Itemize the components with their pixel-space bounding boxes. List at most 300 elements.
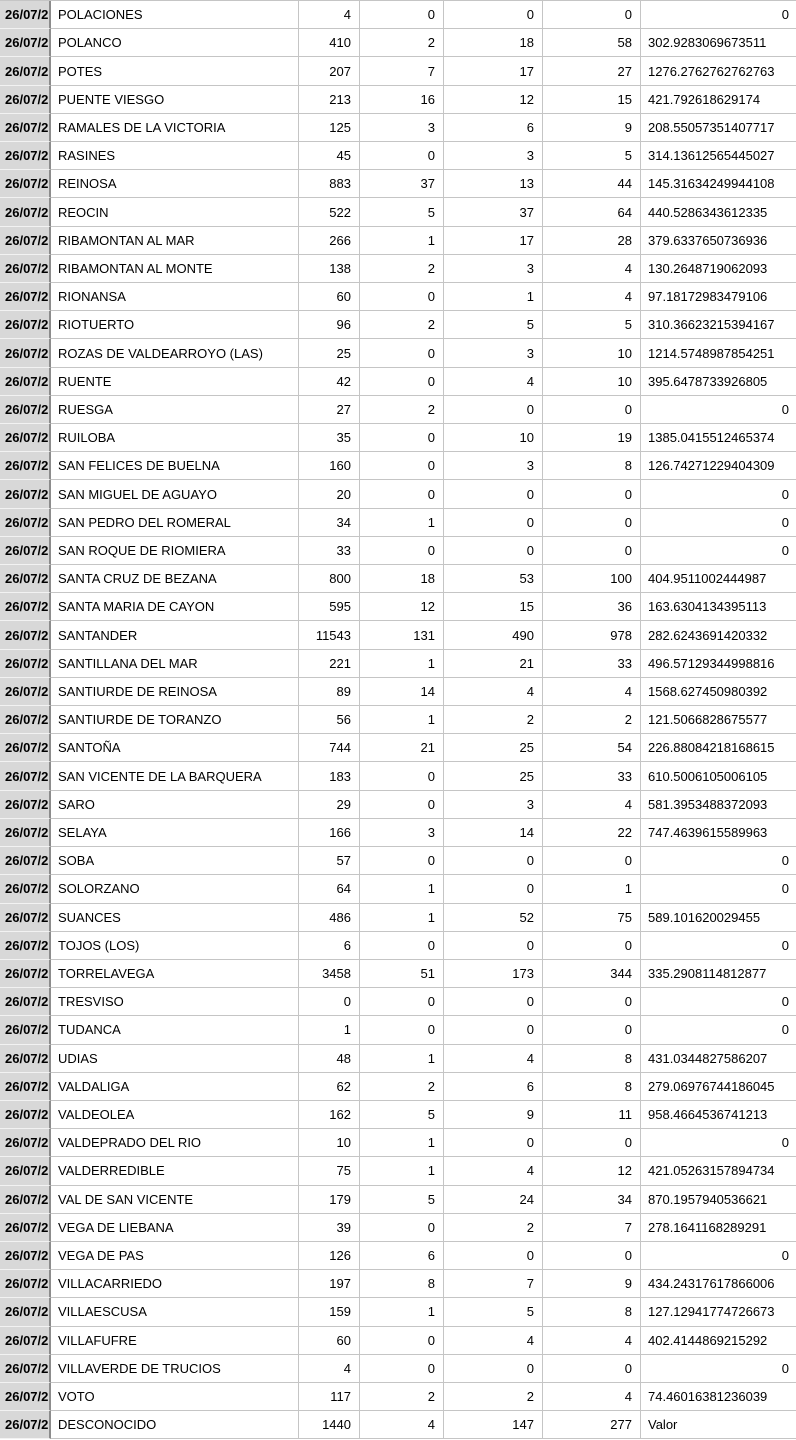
rate-cell[interactable]: 581.3953488372093 — [641, 791, 796, 819]
count-cell-1[interactable]: 20 — [299, 480, 360, 508]
date-cell[interactable] — [0, 1, 51, 29]
municipality-cell[interactable]: POTES — [51, 57, 299, 85]
count-cell-2[interactable]: 2 — [360, 1073, 444, 1101]
count-cell-3[interactable]: 0 — [444, 1355, 543, 1383]
count-cell-3[interactable]: 6 — [444, 114, 543, 142]
count-cell-4[interactable]: 9 — [543, 114, 641, 142]
count-cell-1[interactable]: 883 — [299, 170, 360, 198]
count-cell-4[interactable]: 0 — [543, 1129, 641, 1157]
rate-cell[interactable]: 421.05263157894734 — [641, 1157, 796, 1185]
count-cell-4[interactable]: 8 — [543, 452, 641, 480]
rate-cell[interactable]: 0 — [641, 509, 796, 537]
count-cell-4[interactable]: 0 — [543, 988, 641, 1016]
date-cell[interactable] — [0, 621, 51, 649]
count-cell-2[interactable]: 1 — [360, 1045, 444, 1073]
count-cell-3[interactable]: 12 — [444, 86, 543, 114]
count-cell-1[interactable]: 64 — [299, 875, 360, 903]
count-cell-3[interactable]: 4 — [444, 1157, 543, 1185]
municipality-cell[interactable]: RIOTUERTO — [51, 311, 299, 339]
count-cell-1[interactable]: 266 — [299, 227, 360, 255]
count-cell-3[interactable]: 3 — [444, 791, 543, 819]
count-cell-1[interactable]: 213 — [299, 86, 360, 114]
count-cell-4[interactable]: 344 — [543, 960, 641, 988]
count-cell-4[interactable]: 34 — [543, 1186, 641, 1214]
count-cell-2[interactable]: 2 — [360, 396, 444, 424]
count-cell-2[interactable]: 1 — [360, 904, 444, 932]
date-cell[interactable] — [0, 678, 51, 706]
rate-cell[interactable]: 310.36623215394167 — [641, 311, 796, 339]
count-cell-2[interactable]: 0 — [360, 762, 444, 790]
municipality-cell[interactable]: TORRELAVEGA — [51, 960, 299, 988]
count-cell-1[interactable]: 1440 — [299, 1411, 360, 1439]
count-cell-1[interactable]: 183 — [299, 762, 360, 790]
count-cell-1[interactable]: 33 — [299, 537, 360, 565]
count-cell-3[interactable]: 0 — [444, 932, 543, 960]
count-cell-1[interactable]: 75 — [299, 1157, 360, 1185]
count-cell-2[interactable]: 0 — [360, 424, 444, 452]
count-cell-2[interactable]: 0 — [360, 480, 444, 508]
count-cell-4[interactable]: 0 — [543, 1016, 641, 1044]
municipality-cell[interactable]: UDIAS — [51, 1045, 299, 1073]
municipality-cell[interactable]: SANTIURDE DE REINOSA — [51, 678, 299, 706]
rate-cell[interactable]: 1276.2762762762763 — [641, 57, 796, 85]
rate-cell[interactable]: 431.0344827586207 — [641, 1045, 796, 1073]
count-cell-3[interactable]: 0 — [444, 396, 543, 424]
rate-cell[interactable]: 589.101620029455 — [641, 904, 796, 932]
count-cell-3[interactable]: 0 — [444, 1242, 543, 1270]
date-cell[interactable] — [0, 537, 51, 565]
rate-cell[interactable]: 279.06976744186045 — [641, 1073, 796, 1101]
municipality-cell[interactable]: REINOSA — [51, 170, 299, 198]
date-cell[interactable] — [0, 960, 51, 988]
rate-cell[interactable]: 314.13612565445027 — [641, 142, 796, 170]
count-cell-1[interactable]: 4 — [299, 1, 360, 29]
count-cell-4[interactable]: 22 — [543, 819, 641, 847]
count-cell-1[interactable]: 60 — [299, 283, 360, 311]
count-cell-1[interactable]: 522 — [299, 198, 360, 226]
rate-cell[interactable]: 379.6337650736936 — [641, 227, 796, 255]
municipality-cell[interactable]: SARO — [51, 791, 299, 819]
date-cell[interactable] — [0, 1157, 51, 1185]
date-cell[interactable] — [0, 1242, 51, 1270]
count-cell-3[interactable]: 13 — [444, 170, 543, 198]
count-cell-4[interactable]: 0 — [543, 537, 641, 565]
rate-cell[interactable]: 0 — [641, 1016, 796, 1044]
rate-cell[interactable]: 0 — [641, 875, 796, 903]
count-cell-4[interactable]: 978 — [543, 621, 641, 649]
date-cell[interactable] — [0, 1214, 51, 1242]
rate-cell[interactable]: 747.4639615589963 — [641, 819, 796, 847]
count-cell-2[interactable]: 0 — [360, 1214, 444, 1242]
municipality-cell[interactable]: VOTO — [51, 1383, 299, 1411]
count-cell-4[interactable]: 10 — [543, 368, 641, 396]
count-cell-3[interactable]: 173 — [444, 960, 543, 988]
rate-cell[interactable]: 302.9283069673511 — [641, 29, 796, 57]
municipality-cell[interactable]: TRESVISO — [51, 988, 299, 1016]
count-cell-3[interactable]: 15 — [444, 593, 543, 621]
municipality-cell[interactable]: SANTIURDE DE TORANZO — [51, 706, 299, 734]
municipality-cell[interactable]: SELAYA — [51, 819, 299, 847]
date-cell[interactable] — [0, 932, 51, 960]
municipality-cell[interactable]: REOCIN — [51, 198, 299, 226]
municipality-cell[interactable]: VAL DE SAN VICENTE — [51, 1186, 299, 1214]
count-cell-4[interactable]: 15 — [543, 86, 641, 114]
municipality-cell[interactable]: RIONANSA — [51, 283, 299, 311]
municipality-cell[interactable]: POLACIONES — [51, 1, 299, 29]
count-cell-3[interactable]: 1 — [444, 283, 543, 311]
count-cell-1[interactable]: 207 — [299, 57, 360, 85]
count-cell-1[interactable]: 0 — [299, 988, 360, 1016]
rate-cell[interactable]: 126.74271229404309 — [641, 452, 796, 480]
count-cell-4[interactable]: 75 — [543, 904, 641, 932]
count-cell-3[interactable]: 18 — [444, 29, 543, 57]
rate-cell[interactable]: 0 — [641, 932, 796, 960]
count-cell-2[interactable]: 0 — [360, 1, 444, 29]
count-cell-2[interactable]: 0 — [360, 1016, 444, 1044]
rate-cell[interactable]: 0 — [641, 480, 796, 508]
municipality-cell[interactable]: TUDANCA — [51, 1016, 299, 1044]
municipality-cell[interactable]: VILLAVERDE DE TRUCIOS — [51, 1355, 299, 1383]
count-cell-1[interactable]: 6 — [299, 932, 360, 960]
count-cell-4[interactable]: 28 — [543, 227, 641, 255]
count-cell-1[interactable]: 48 — [299, 1045, 360, 1073]
count-cell-1[interactable]: 117 — [299, 1383, 360, 1411]
municipality-cell[interactable]: VILLACARRIEDO — [51, 1270, 299, 1298]
count-cell-4[interactable]: 0 — [543, 932, 641, 960]
count-cell-2[interactable]: 5 — [360, 1101, 444, 1129]
count-cell-4[interactable]: 1 — [543, 875, 641, 903]
municipality-cell[interactable]: RIBAMONTAN AL MAR — [51, 227, 299, 255]
rate-cell[interactable]: 163.6304134395113 — [641, 593, 796, 621]
count-cell-2[interactable]: 5 — [360, 198, 444, 226]
count-cell-2[interactable]: 0 — [360, 932, 444, 960]
rate-cell[interactable]: 0 — [641, 847, 796, 875]
count-cell-4[interactable]: 8 — [543, 1045, 641, 1073]
count-cell-3[interactable]: 0 — [444, 847, 543, 875]
rate-cell[interactable]: 958.4664536741213 — [641, 1101, 796, 1129]
count-cell-3[interactable]: 5 — [444, 311, 543, 339]
municipality-cell[interactable]: RUILOBA — [51, 424, 299, 452]
count-cell-3[interactable]: 490 — [444, 621, 543, 649]
rate-cell[interactable]: 0 — [641, 396, 796, 424]
count-cell-3[interactable]: 9 — [444, 1101, 543, 1129]
date-cell[interactable] — [0, 227, 51, 255]
count-cell-2[interactable]: 131 — [360, 621, 444, 649]
rate-cell[interactable]: 130.2648719062093 — [641, 255, 796, 283]
date-cell[interactable] — [0, 847, 51, 875]
date-cell[interactable] — [0, 593, 51, 621]
date-cell[interactable] — [0, 283, 51, 311]
date-cell[interactable] — [0, 1355, 51, 1383]
date-cell[interactable] — [0, 1101, 51, 1129]
count-cell-2[interactable]: 1 — [360, 1298, 444, 1326]
rate-cell[interactable]: 870.1957940536621 — [641, 1186, 796, 1214]
date-cell[interactable] — [0, 875, 51, 903]
count-cell-4[interactable]: 4 — [543, 283, 641, 311]
count-cell-3[interactable]: 4 — [444, 678, 543, 706]
rate-cell[interactable]: 610.5006105006105 — [641, 762, 796, 790]
municipality-cell[interactable]: VEGA DE LIEBANA — [51, 1214, 299, 1242]
count-cell-4[interactable]: 4 — [543, 678, 641, 706]
rate-cell[interactable]: 402.4144869215292 — [641, 1327, 796, 1355]
date-cell[interactable] — [0, 1045, 51, 1073]
date-cell[interactable] — [0, 339, 51, 367]
rate-cell[interactable]: 421.792618629174 — [641, 86, 796, 114]
count-cell-2[interactable]: 0 — [360, 339, 444, 367]
count-cell-4[interactable]: 5 — [543, 142, 641, 170]
count-cell-2[interactable]: 1 — [360, 1129, 444, 1157]
count-cell-2[interactable]: 16 — [360, 86, 444, 114]
municipality-cell[interactable]: RIBAMONTAN AL MONTE — [51, 255, 299, 283]
count-cell-3[interactable]: 14 — [444, 819, 543, 847]
count-cell-2[interactable]: 2 — [360, 255, 444, 283]
count-cell-2[interactable]: 1 — [360, 875, 444, 903]
municipality-cell[interactable]: SAN FELICES DE BUELNA — [51, 452, 299, 480]
count-cell-4[interactable]: 0 — [543, 847, 641, 875]
count-cell-1[interactable]: 162 — [299, 1101, 360, 1129]
count-cell-3[interactable]: 7 — [444, 1270, 543, 1298]
count-cell-4[interactable]: 64 — [543, 198, 641, 226]
count-cell-4[interactable]: 4 — [543, 255, 641, 283]
count-cell-2[interactable]: 0 — [360, 142, 444, 170]
municipality-cell[interactable]: VALDERREDIBLE — [51, 1157, 299, 1185]
municipality-cell[interactable]: VALDEPRADO DEL RIO — [51, 1129, 299, 1157]
count-cell-2[interactable]: 1 — [360, 509, 444, 537]
date-cell[interactable] — [0, 480, 51, 508]
count-cell-1[interactable]: 39 — [299, 1214, 360, 1242]
count-cell-2[interactable]: 14 — [360, 678, 444, 706]
municipality-cell[interactable]: SANTANDER — [51, 621, 299, 649]
count-cell-1[interactable]: 160 — [299, 452, 360, 480]
date-cell[interactable] — [0, 706, 51, 734]
municipality-cell[interactable]: RUESGA — [51, 396, 299, 424]
count-cell-4[interactable]: 54 — [543, 734, 641, 762]
count-cell-1[interactable]: 96 — [299, 311, 360, 339]
count-cell-4[interactable]: 36 — [543, 593, 641, 621]
count-cell-1[interactable]: 45 — [299, 142, 360, 170]
count-cell-4[interactable]: 11 — [543, 1101, 641, 1129]
rate-cell[interactable]: 74.46016381236039 — [641, 1383, 796, 1411]
count-cell-2[interactable]: 7 — [360, 57, 444, 85]
count-cell-2[interactable]: 0 — [360, 283, 444, 311]
count-cell-3[interactable]: 0 — [444, 1129, 543, 1157]
count-cell-3[interactable]: 10 — [444, 424, 543, 452]
count-cell-3[interactable]: 3 — [444, 142, 543, 170]
count-cell-3[interactable]: 21 — [444, 650, 543, 678]
rate-cell[interactable]: 0 — [641, 1355, 796, 1383]
count-cell-1[interactable]: 179 — [299, 1186, 360, 1214]
count-cell-3[interactable]: 6 — [444, 1073, 543, 1101]
count-cell-4[interactable]: 277 — [543, 1411, 641, 1439]
count-cell-3[interactable]: 52 — [444, 904, 543, 932]
count-cell-4[interactable]: 19 — [543, 424, 641, 452]
rate-cell[interactable]: 0 — [641, 1242, 796, 1270]
count-cell-3[interactable]: 2 — [444, 1214, 543, 1242]
date-cell[interactable] — [0, 29, 51, 57]
count-cell-2[interactable]: 37 — [360, 170, 444, 198]
count-cell-1[interactable]: 166 — [299, 819, 360, 847]
count-cell-3[interactable]: 5 — [444, 1298, 543, 1326]
date-cell[interactable] — [0, 1298, 51, 1326]
count-cell-2[interactable]: 0 — [360, 988, 444, 1016]
date-cell[interactable] — [0, 170, 51, 198]
date-cell[interactable] — [0, 1383, 51, 1411]
count-cell-2[interactable]: 0 — [360, 452, 444, 480]
count-cell-1[interactable]: 11543 — [299, 621, 360, 649]
count-cell-3[interactable]: 3 — [444, 452, 543, 480]
date-cell[interactable] — [0, 57, 51, 85]
count-cell-4[interactable]: 5 — [543, 311, 641, 339]
count-cell-4[interactable]: 33 — [543, 762, 641, 790]
count-cell-2[interactable]: 0 — [360, 847, 444, 875]
date-cell[interactable] — [0, 198, 51, 226]
count-cell-1[interactable]: 56 — [299, 706, 360, 734]
count-cell-3[interactable]: 37 — [444, 198, 543, 226]
count-cell-2[interactable]: 1 — [360, 1157, 444, 1185]
count-cell-1[interactable]: 57 — [299, 847, 360, 875]
municipality-cell[interactable]: SAN MIGUEL DE AGUAYO — [51, 480, 299, 508]
count-cell-1[interactable]: 62 — [299, 1073, 360, 1101]
count-cell-1[interactable]: 159 — [299, 1298, 360, 1326]
date-cell[interactable] — [0, 509, 51, 537]
municipality-cell[interactable]: ROZAS DE VALDEARROYO (LAS) — [51, 339, 299, 367]
count-cell-1[interactable]: 27 — [299, 396, 360, 424]
count-cell-2[interactable]: 8 — [360, 1270, 444, 1298]
count-cell-3[interactable]: 4 — [444, 1045, 543, 1073]
count-cell-2[interactable]: 3 — [360, 114, 444, 142]
municipality-cell[interactable]: PUENTE VIESGO — [51, 86, 299, 114]
count-cell-3[interactable]: 17 — [444, 57, 543, 85]
date-cell[interactable] — [0, 1186, 51, 1214]
count-cell-1[interactable]: 125 — [299, 114, 360, 142]
count-cell-3[interactable]: 0 — [444, 988, 543, 1016]
count-cell-3[interactable]: 25 — [444, 762, 543, 790]
count-cell-4[interactable]: 2 — [543, 706, 641, 734]
rate-cell[interactable]: 404.9511002444987 — [641, 565, 796, 593]
date-cell[interactable] — [0, 452, 51, 480]
count-cell-1[interactable]: 410 — [299, 29, 360, 57]
rate-cell[interactable]: 0 — [641, 988, 796, 1016]
count-cell-2[interactable]: 0 — [360, 791, 444, 819]
date-cell[interactable] — [0, 396, 51, 424]
rate-cell[interactable]: 121.5066828675577 — [641, 706, 796, 734]
count-cell-4[interactable]: 10 — [543, 339, 641, 367]
count-cell-2[interactable]: 3 — [360, 819, 444, 847]
municipality-cell[interactable]: RASINES — [51, 142, 299, 170]
rate-cell[interactable]: 335.2908114812877 — [641, 960, 796, 988]
count-cell-2[interactable]: 6 — [360, 1242, 444, 1270]
count-cell-1[interactable]: 595 — [299, 593, 360, 621]
municipality-cell[interactable]: POLANCO — [51, 29, 299, 57]
count-cell-4[interactable]: 0 — [543, 1, 641, 29]
municipality-cell[interactable]: VALDALIGA — [51, 1073, 299, 1101]
municipality-cell[interactable]: DESCONOCIDO — [51, 1411, 299, 1439]
date-cell[interactable] — [0, 734, 51, 762]
count-cell-4[interactable]: 27 — [543, 57, 641, 85]
count-cell-4[interactable]: 8 — [543, 1073, 641, 1101]
count-cell-1[interactable]: 34 — [299, 509, 360, 537]
rate-cell[interactable]: 1385.0415512465374 — [641, 424, 796, 452]
rate-cell[interactable]: 0 — [641, 1129, 796, 1157]
count-cell-1[interactable]: 10 — [299, 1129, 360, 1157]
rate-cell[interactable]: 282.6243691420332 — [641, 621, 796, 649]
count-cell-2[interactable]: 21 — [360, 734, 444, 762]
count-cell-3[interactable]: 2 — [444, 706, 543, 734]
municipality-cell[interactable]: VILLAESCUSA — [51, 1298, 299, 1326]
rate-cell[interactable]: 0 — [641, 1, 796, 29]
count-cell-1[interactable]: 138 — [299, 255, 360, 283]
count-cell-2[interactable]: 4 — [360, 1411, 444, 1439]
count-cell-1[interactable]: 4 — [299, 1355, 360, 1383]
count-cell-1[interactable]: 60 — [299, 1327, 360, 1355]
rate-cell[interactable]: 434.24317617866006 — [641, 1270, 796, 1298]
municipality-cell[interactable]: TOJOS (LOS) — [51, 932, 299, 960]
municipality-cell[interactable]: SANTA MARIA DE CAYON — [51, 593, 299, 621]
rate-cell[interactable]: 127.12941774726673 — [641, 1298, 796, 1326]
count-cell-2[interactable]: 1 — [360, 650, 444, 678]
count-cell-4[interactable]: 4 — [543, 1327, 641, 1355]
date-cell[interactable] — [0, 791, 51, 819]
count-cell-1[interactable]: 744 — [299, 734, 360, 762]
date-cell[interactable] — [0, 114, 51, 142]
municipality-cell[interactable]: SOLORZANO — [51, 875, 299, 903]
date-cell[interactable] — [0, 762, 51, 790]
date-cell[interactable] — [0, 904, 51, 932]
rate-cell[interactable]: 440.5286343612335 — [641, 198, 796, 226]
count-cell-4[interactable]: 7 — [543, 1214, 641, 1242]
count-cell-2[interactable]: 2 — [360, 1383, 444, 1411]
date-cell[interactable] — [0, 1327, 51, 1355]
count-cell-4[interactable]: 33 — [543, 650, 641, 678]
count-cell-4[interactable]: 100 — [543, 565, 641, 593]
count-cell-2[interactable]: 5 — [360, 1186, 444, 1214]
rate-cell[interactable]: 97.18172983479106 — [641, 283, 796, 311]
count-cell-3[interactable]: 17 — [444, 227, 543, 255]
count-cell-1[interactable]: 3458 — [299, 960, 360, 988]
rate-cell[interactable]: 208.55057351407717 — [641, 114, 796, 142]
count-cell-2[interactable]: 2 — [360, 29, 444, 57]
count-cell-3[interactable]: 0 — [444, 875, 543, 903]
count-cell-4[interactable]: 0 — [543, 396, 641, 424]
count-cell-1[interactable]: 25 — [299, 339, 360, 367]
count-cell-4[interactable]: 44 — [543, 170, 641, 198]
count-cell-2[interactable]: 0 — [360, 368, 444, 396]
date-cell[interactable] — [0, 650, 51, 678]
count-cell-4[interactable]: 0 — [543, 1355, 641, 1383]
count-cell-3[interactable]: 53 — [444, 565, 543, 593]
date-cell[interactable] — [0, 1129, 51, 1157]
count-cell-4[interactable]: 4 — [543, 1383, 641, 1411]
count-cell-3[interactable]: 0 — [444, 1, 543, 29]
count-cell-2[interactable]: 1 — [360, 706, 444, 734]
count-cell-4[interactable]: 12 — [543, 1157, 641, 1185]
municipality-cell[interactable]: SAN PEDRO DEL ROMERAL — [51, 509, 299, 537]
count-cell-4[interactable]: 8 — [543, 1298, 641, 1326]
count-cell-4[interactable]: 0 — [543, 480, 641, 508]
count-cell-3[interactable]: 0 — [444, 480, 543, 508]
count-cell-4[interactable]: 4 — [543, 791, 641, 819]
count-cell-1[interactable]: 126 — [299, 1242, 360, 1270]
rate-cell[interactable]: 226.88084218168615 — [641, 734, 796, 762]
count-cell-3[interactable]: 0 — [444, 509, 543, 537]
municipality-cell[interactable]: SAN ROQUE DE RIOMIERA — [51, 537, 299, 565]
municipality-cell[interactable]: RAMALES DE LA VICTORIA — [51, 114, 299, 142]
count-cell-2[interactable]: 0 — [360, 537, 444, 565]
date-cell[interactable] — [0, 424, 51, 452]
count-cell-1[interactable]: 29 — [299, 791, 360, 819]
count-cell-2[interactable]: 0 — [360, 1327, 444, 1355]
municipality-cell[interactable]: SANTA CRUZ DE BEZANA — [51, 565, 299, 593]
